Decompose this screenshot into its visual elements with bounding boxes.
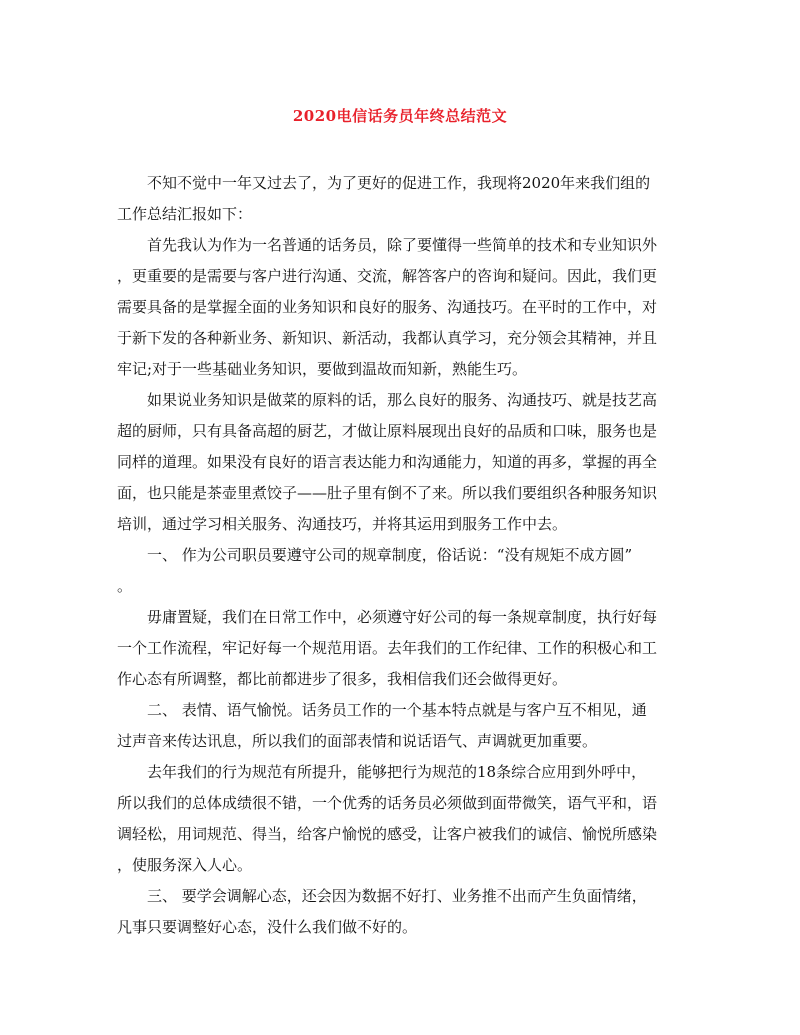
body-line: 工作总结汇报如下： [117, 205, 253, 223]
body-line: 如果说业务知识是做菜的原料的话，那么良好的服务、沟通技巧、就是技艺高 [147, 391, 658, 409]
body-line: ，更重要的是需要与客户进行沟通、交流，解答客户的咨询和疑问。因此，我们更 [117, 267, 658, 285]
body-line: 二、 表情、语气愉悦。话务员工作的一个基本特点就是与客户互不相见，通 [147, 701, 647, 719]
body-line: 。 [117, 577, 133, 595]
body-line: 凡事只要调整好心态，没什么我们做不好的。 [117, 918, 418, 936]
body-line: ，使服务深入人心。 [117, 856, 253, 874]
body-line: 需要具备的是掌握全面的业务知识和良好的服务、沟通技巧。在平时的工作中，对 [117, 298, 658, 316]
body-line: 于新下发的各种新业务、新知识、新活动，我都认真学习，充分领会其精神，并且 [117, 329, 658, 347]
document-body [117, 168, 689, 943]
body-line: 所以我们的总体成绩很不错，一个优秀的话务员必须做到面带微笑，语气平和，语 [117, 794, 658, 812]
body-line: 不知不觉中一年又过去了，为了更好的促进工作，我现将2020年来我们组的 [147, 174, 651, 192]
body-line: 面，也只能是茶壶里煮饺子——肚子里有倒不了来。所以我们要组织各种服务知识 [117, 484, 658, 502]
body-line: 一、 作为公司职员要遵守公司的规章制度，俗话说：“没有规矩不成方圆” [147, 546, 633, 564]
body-line: 首先我认为作为一名普通的话务员，除了要懂得一些简单的技术和专业知识外 [147, 236, 658, 254]
body-line: 牢记;对于一些基础业务知识，要做到温故而知新，熟能生巧。 [117, 360, 528, 378]
body-line: 超的厨师，只有具备高超的厨艺，才做让原料展现出良好的品质和口味，服务也是 [117, 422, 658, 440]
body-line: 同样的道理。如果没有良好的语言表达能力和沟通能力，知道的再多，掌握的再全 [117, 453, 658, 471]
body-line: 过声音来传达讯息，所以我们的面部表情和说话语气、声调就更加重要。 [117, 732, 598, 750]
body-line: 作心态有所调整，都比前都进步了很多，我相信我们还会做得更好。 [117, 670, 568, 688]
body-line: 三、 要学会调解心态，还会因为数据不好打、业务推不出而产生负面情绪， [147, 887, 647, 905]
body-line: 去年我们的行为规范有所提升，能够把行为规范的18条综合应用到外呼中， [147, 763, 647, 781]
body-line: 培训，通过学习相关服务、沟通技巧，并将其运用到服务工作中去。 [117, 515, 568, 533]
body-line: 毋庸置疑，我们在日常工作中，必须遵守好公司的每一条规章制度，执行好每 [147, 608, 658, 626]
document-title: 2020电信话务员年终总结范文 [292, 107, 508, 125]
body-line: 调轻松，用词规范、得当，给客户愉悦的感受，让客户被我们的诚信、愉悦所感染 [117, 825, 658, 843]
body-line: 一个工作流程，牢记好每一个规范用语。去年我们的工作纪律、工作的积极心和工 [117, 639, 658, 657]
